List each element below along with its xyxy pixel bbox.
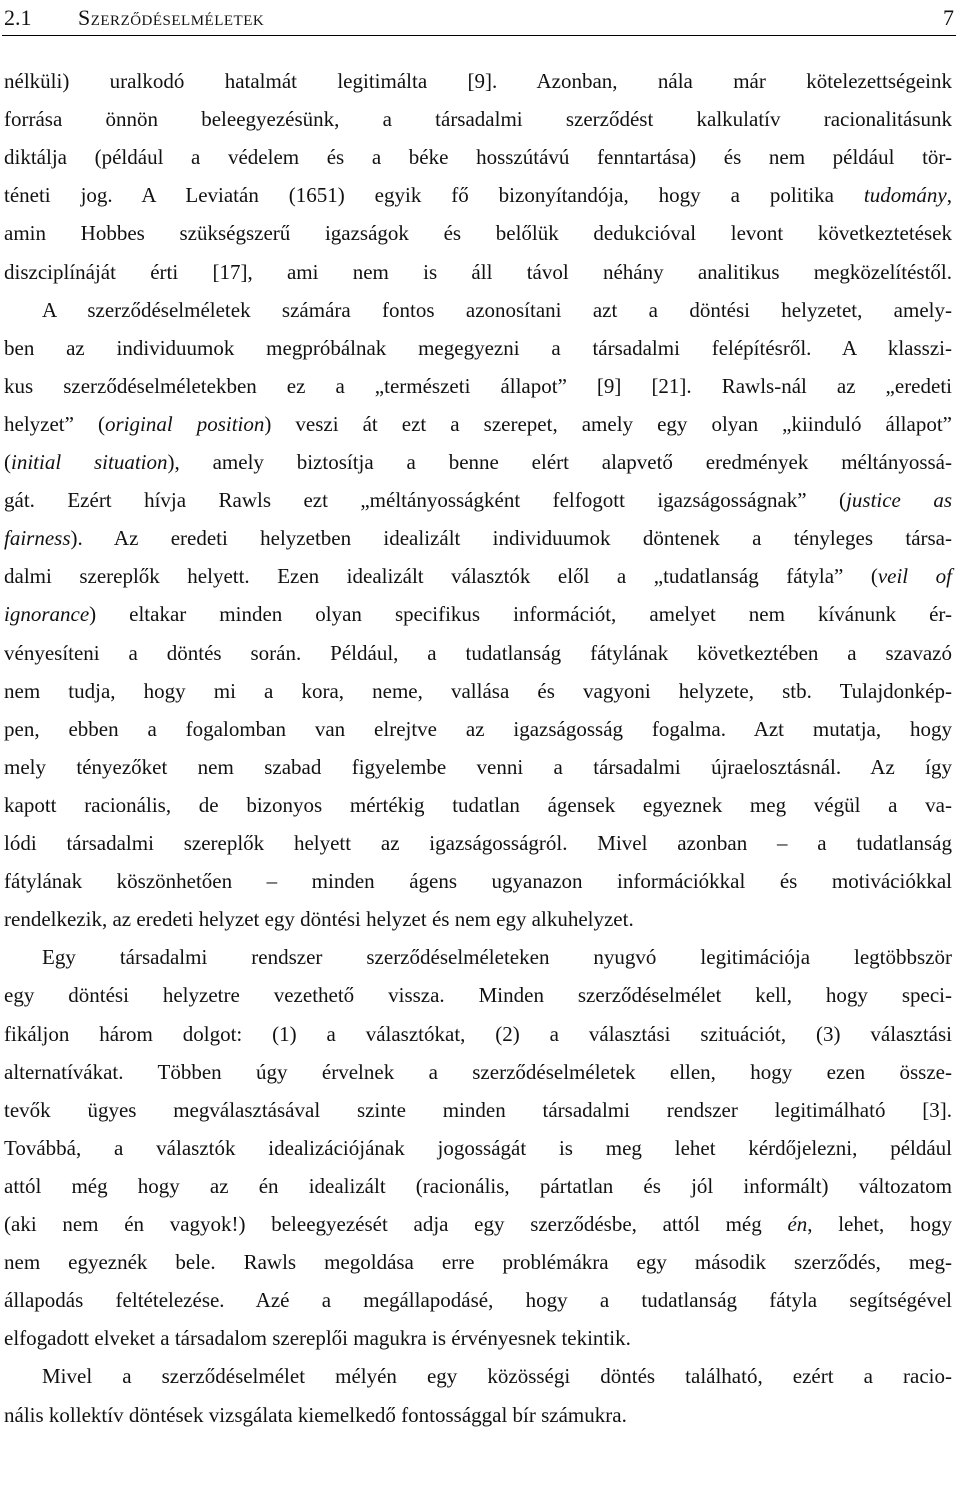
text-span: dalmi szereplők helyett. Ezen idealizált választók elől a „tudatlanság fátyla” ( bbox=[4, 564, 878, 589]
text-span: vényesíteni a döntés során. Például, a tudatlanság fátylának következtében a szavazó bbox=[4, 640, 952, 665]
text-span: ( bbox=[4, 450, 11, 474]
text-line bbox=[4, 60, 952, 102]
text-line bbox=[4, 441, 952, 483]
text-line bbox=[4, 1013, 952, 1055]
text-span: nélküli) uralkodó hatalmát legitimálta [9]. Azonban, nála már kötelezettségeink bbox=[4, 69, 952, 93]
text-span: forrása önnön beleegyezésünk, a társadalmi szerződést kalkulatív racionalitásunk bbox=[4, 107, 952, 132]
text-line bbox=[4, 632, 952, 674]
text-line bbox=[4, 1279, 952, 1321]
text-span: diktálja (például a védelem és a béke hosszútávú fenntartása) és nem például tör- bbox=[4, 145, 952, 170]
text-span: állapodás feltételezése. Azé a megállapodásé, hogy a tudatlanság fátyla segítségével bbox=[4, 1288, 952, 1313]
text-span: nem egyeznék bele. Rawls megoldása erre problémákra egy második szerződés, meg- bbox=[4, 1250, 952, 1275]
text-line bbox=[4, 517, 952, 559]
text-line bbox=[4, 365, 952, 407]
text-line bbox=[4, 670, 952, 712]
text-line bbox=[4, 974, 952, 1016]
text-line bbox=[4, 1051, 952, 1093]
text-line bbox=[4, 212, 952, 254]
text-line bbox=[4, 784, 952, 826]
text-line bbox=[4, 1165, 952, 1207]
text-line bbox=[4, 555, 952, 597]
text-line bbox=[4, 860, 952, 902]
text-span: Egy társadalmi rendszer szerződéselméleteken nyugvó legitimációja legtöbbször bbox=[42, 945, 952, 970]
text-span: ) veszi át ezt a szerepet, amely egy olyan „kiinduló állapot” bbox=[264, 411, 952, 436]
text-span: fikáljon három dolgot: (1) a választókat, (2) a választási szituációt, (3) választási bbox=[4, 1021, 952, 1046]
text-line bbox=[4, 708, 952, 750]
italic-text: fairness bbox=[4, 526, 71, 551]
text-line bbox=[4, 1241, 952, 1283]
text-line bbox=[4, 1203, 952, 1245]
text-span: ), amely biztosítja a benne elért alapvető eredmények méltányossá- bbox=[167, 450, 952, 474]
italic-text: initial situation bbox=[11, 450, 168, 474]
text-span: kapott racionális, de bizonyos mértékig tudatlan ágensek egyeznek meg végül a va- bbox=[4, 792, 952, 817]
text-line bbox=[4, 1127, 952, 1169]
text-span: , lehet, hogy bbox=[807, 1212, 952, 1236]
text-span: (aki nem én vagyok!) beleegyezését adja egy szerződésbe, attól még bbox=[4, 1212, 788, 1236]
text-span: attól még hogy az én idealizált (racionális, pártatlan és jól informált) változatom bbox=[4, 1173, 952, 1198]
italic-text: én bbox=[787, 1212, 808, 1236]
section-title: Szerződéselméletek bbox=[78, 5, 265, 30]
section-number: 2.1 bbox=[4, 5, 32, 30]
text-span: alternatívákat. Többen úgy érvelnek a szerződéselméletek ellen, hogy ezen össze- bbox=[4, 1059, 952, 1084]
text-span: ). Az eredeti helyzetben idealizált individuumok döntenek a tényleges társa- bbox=[70, 526, 952, 551]
text-span: lódi társadalmi szereplők helyett az igazságosságról. Mivel azonban – a tudatlanság bbox=[4, 831, 952, 855]
italic-text: tudomány bbox=[863, 183, 947, 208]
text-span: diszciplínáját érti [17], ami nem is áll távol néhány analitikus megközelítéstől. bbox=[4, 259, 952, 284]
text-span: ) eltakar minden olyan specifikus információt, amelyet nem kívánunk ér- bbox=[89, 602, 952, 627]
text-span: amin Hobbes szükségszerű igazságok és belőlük dedukcióval levont következtetések bbox=[4, 221, 952, 246]
text-line bbox=[4, 822, 952, 864]
text-line bbox=[4, 1089, 952, 1131]
page-number: 7 bbox=[943, 5, 954, 30]
text-span: egy döntési helyzetre vezethető vissza. Minden szerződéselmélet kell, hogy speci- bbox=[4, 983, 952, 1008]
text-line bbox=[4, 898, 952, 940]
text-span: nális kollektív döntések vizsgálata kiemelkedő fontossággal bír számukra. bbox=[4, 1402, 627, 1427]
text-line bbox=[42, 936, 952, 978]
text-line bbox=[4, 1394, 952, 1436]
text-span: rendelkezik, az eredeti helyzet egy döntési helyzet és nem egy alkuhelyzet. bbox=[4, 907, 634, 932]
text-span: helyzet” ( bbox=[4, 411, 105, 436]
italic-text: original position bbox=[104, 411, 265, 436]
text-line bbox=[42, 1355, 952, 1397]
text-span: mely tényezőket nem szabad figyelembe venni a társadalmi újraelosztásnál. Az így bbox=[4, 754, 952, 779]
text-span: ben az individuumok megpróbálnak megegyezni a társadalmi felépítésről. A klasszi- bbox=[4, 335, 952, 360]
italic-text: veil of bbox=[877, 564, 952, 589]
italic-text: ignorance bbox=[4, 602, 90, 627]
text-line bbox=[4, 746, 952, 788]
text-span: fátylának köszönhetően – minden ágens ugyanazon információkkal és motivációkkal bbox=[4, 869, 952, 894]
text-span: A szerződéselméletek számára fontos azonosítani azt a döntési helyzetet, amely- bbox=[42, 297, 952, 322]
text-span: , bbox=[946, 183, 952, 208]
text-span: kus szerződéselméletekben ez a „természeti állapot” [9] [21]. Rawls-nál az „eredeti bbox=[4, 373, 952, 398]
text-line bbox=[42, 289, 952, 331]
text-line bbox=[4, 136, 952, 178]
text-span: elfogadott elveket a társadalom szereplői magukra is érvényesnek tekintik. bbox=[4, 1326, 631, 1351]
text-line bbox=[4, 327, 952, 369]
text-span: nem tudja, hogy mi a kora, neme, vallása és vagyoni helyzete, stb. Tulajdonkép- bbox=[4, 678, 952, 703]
text-line bbox=[4, 251, 952, 293]
text-span: Mivel a szerződéselmélet mélyén egy közösségi döntés található, ezért a racio- bbox=[42, 1364, 952, 1389]
text-line bbox=[4, 479, 952, 521]
text-line bbox=[4, 593, 952, 635]
text-line bbox=[4, 403, 952, 445]
text-line bbox=[4, 98, 952, 140]
text-span: gát. Ezért hívja Rawls ezt „méltányosságként felfogott igazságosságnak” ( bbox=[4, 488, 847, 513]
running-head bbox=[0, 4, 954, 32]
text-line bbox=[4, 1317, 952, 1359]
text-span: tevők ügyes megválasztásával szinte minden társadalmi rendszer legitimálható [3]. bbox=[4, 1097, 952, 1122]
text-line bbox=[4, 174, 952, 216]
italic-text: justice as bbox=[846, 488, 952, 513]
text-span: pen, ebben a fogalomban van elrejtve az igazságosság fogalma. Azt mutatja, hogy bbox=[4, 716, 952, 741]
text-span: téneti jog. A Leviatán (1651) egyik fő bizonyítandója, hogy a politika bbox=[4, 183, 864, 208]
text-span: Továbbá, a választók idealizációjának jogosságát is meg lehet kérdőjelezni, például bbox=[4, 1135, 952, 1160]
header-rule bbox=[2, 35, 956, 36]
